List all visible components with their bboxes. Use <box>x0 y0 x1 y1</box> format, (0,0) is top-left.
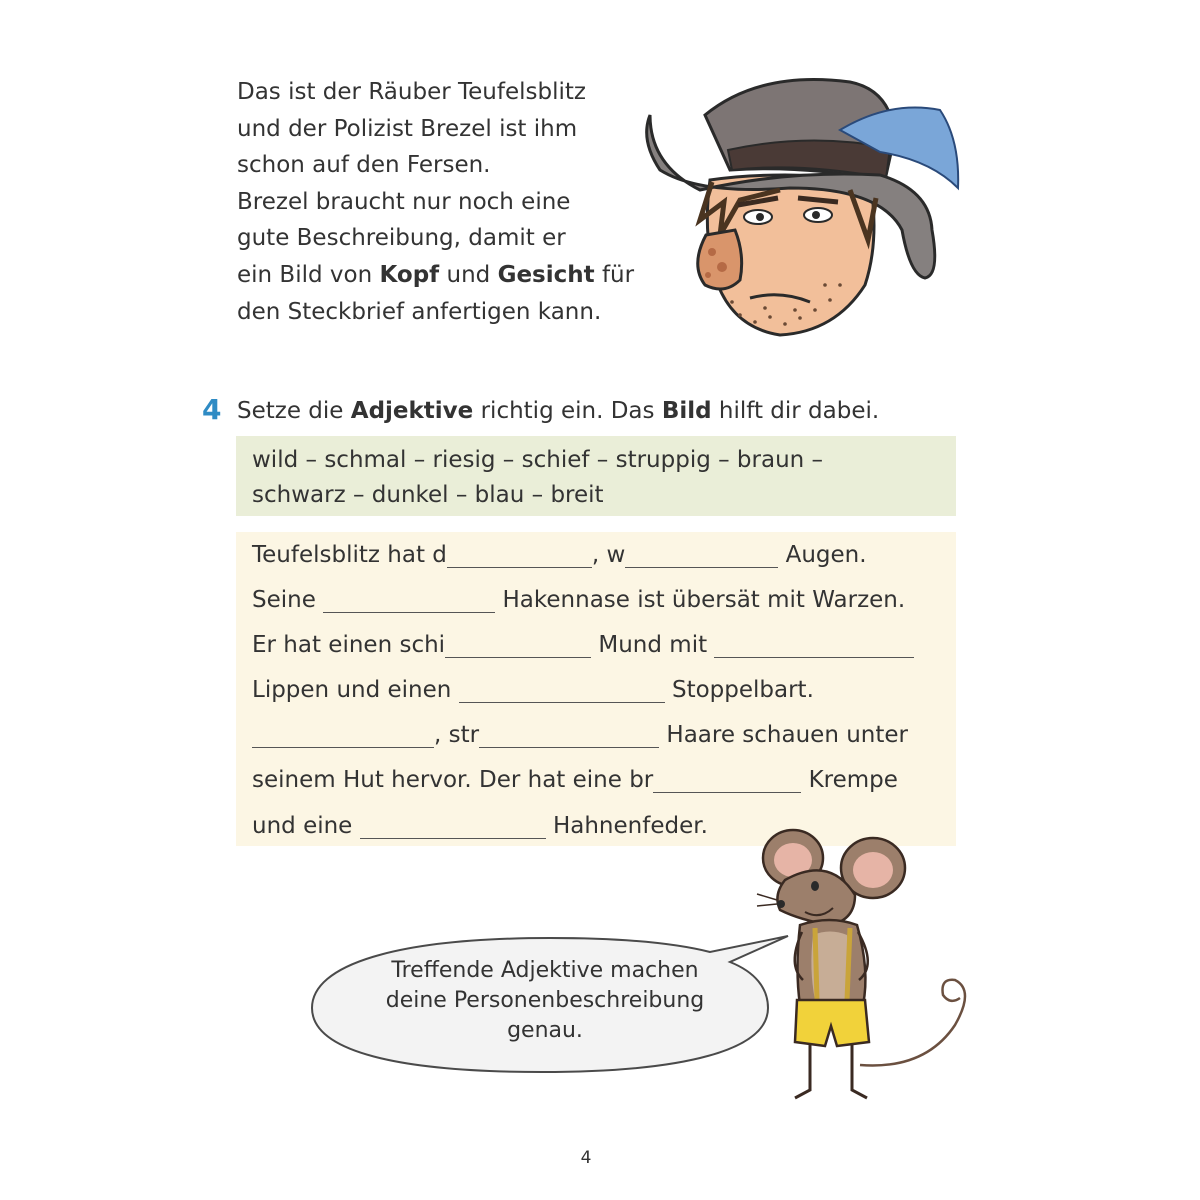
word-bank-line: wild – schmal – riesig – schief – struppig – braun – <box>252 447 824 473</box>
mouse-whisker <box>757 894 777 906</box>
page-number: 4 <box>580 1148 592 1168</box>
blank-field[interactable] <box>625 540 778 568</box>
cloze-text: Hakennase ist übersät mit Warzen. <box>495 587 906 613</box>
cloze-text: Mund mit <box>591 632 715 658</box>
cloze-text: Haare schauen unter <box>659 722 908 748</box>
cloze-text: Krempe <box>801 767 898 793</box>
keyword-kopf: Kopf <box>379 261 440 288</box>
word-bank-line: schwarz – dunkel – blau – breit <box>252 482 604 508</box>
intro-line: Brezel braucht nur noch eine <box>237 188 571 215</box>
task-instruction <box>237 395 879 427</box>
intro-line: Das ist der Räuber Teufelsblitz <box>237 79 586 105</box>
blank-field[interactable] <box>459 675 665 703</box>
intro-text-fragment: und <box>439 261 498 288</box>
blank-field[interactable] <box>714 630 914 658</box>
mouse-eye <box>811 881 819 891</box>
intro-line: und der Polizist Brezel ist ihm <box>237 115 578 142</box>
cloze-text: Teufelsblitz hat d <box>252 542 447 568</box>
cloze-text: Er hat einen schi <box>252 632 446 658</box>
blank-field[interactable] <box>653 765 801 793</box>
keyword-gesicht: Gesicht <box>497 261 595 288</box>
cloze-line <box>252 715 908 755</box>
blank-field[interactable] <box>252 720 434 748</box>
blank-field[interactable] <box>447 540 592 568</box>
cloze-text: Seine <box>252 587 324 613</box>
cloze-line <box>252 806 708 846</box>
cloze-line <box>252 760 898 800</box>
intro-line: schon auf den Fersen. <box>237 152 491 179</box>
blank-field[interactable] <box>360 811 546 839</box>
keyword-adjektive: Adjektive <box>350 398 474 424</box>
mouse-leg <box>852 1045 867 1098</box>
intro-text-fragment: für <box>594 261 635 288</box>
mouse-nose <box>777 900 785 908</box>
cloze-text: Augen. <box>778 542 867 568</box>
cloze-line <box>252 625 914 665</box>
intro-text-fragment: ein Bild von <box>237 261 380 288</box>
cloze-text: , w <box>591 542 626 568</box>
task-number: 4 <box>202 393 222 426</box>
speech-bubble-line: Treffende Adjektive machen <box>391 958 699 983</box>
cloze-text: Stoppelbart. <box>664 677 814 703</box>
speech-bubble-text <box>340 956 750 1046</box>
cloze-text: seinem Hut hervor. Der hat eine br <box>252 767 654 793</box>
mouse-tail <box>860 980 965 1066</box>
keyword-bild: Bild <box>661 398 712 424</box>
intro-line <box>237 257 657 294</box>
cloze-line <box>252 670 814 710</box>
hooked-nose <box>698 230 742 289</box>
instruction-fragment: Setze die <box>237 398 351 424</box>
instruction-fragment: hilft dir dabei. <box>711 398 880 424</box>
mouse-suspender <box>815 928 817 1000</box>
robber-portrait-illustration <box>640 70 970 360</box>
cloze-line <box>252 580 905 620</box>
instruction-fragment: richtig ein. Das <box>473 398 662 424</box>
blank-field[interactable] <box>479 720 659 748</box>
cloze-text: Hahnenfeder. <box>545 813 708 839</box>
cloze-text: , str <box>434 722 480 748</box>
cloze-text: und eine <box>252 813 360 839</box>
mouse-leg <box>795 1045 810 1098</box>
speech-bubble-line: deine Personenbeschreibung <box>385 988 705 1013</box>
cloze-line <box>252 535 867 575</box>
cloze-text: Lippen und einen <box>252 677 459 703</box>
mouse-character-illustration <box>755 820 990 1110</box>
intro-line: gute Beschreibung, damit er <box>237 225 566 252</box>
mouse-shorts <box>795 1000 869 1046</box>
cloze-exercise <box>236 532 956 846</box>
intro-line: den Steckbrief anfertigen kann. <box>237 298 602 325</box>
blank-field[interactable] <box>445 630 591 658</box>
word-bank <box>236 436 956 516</box>
blank-field[interactable] <box>323 585 495 613</box>
speech-bubble-line: genau. <box>507 1018 583 1043</box>
intro-text <box>237 74 657 330</box>
hat-band <box>728 140 890 178</box>
mouse-suspender <box>847 928 850 1000</box>
